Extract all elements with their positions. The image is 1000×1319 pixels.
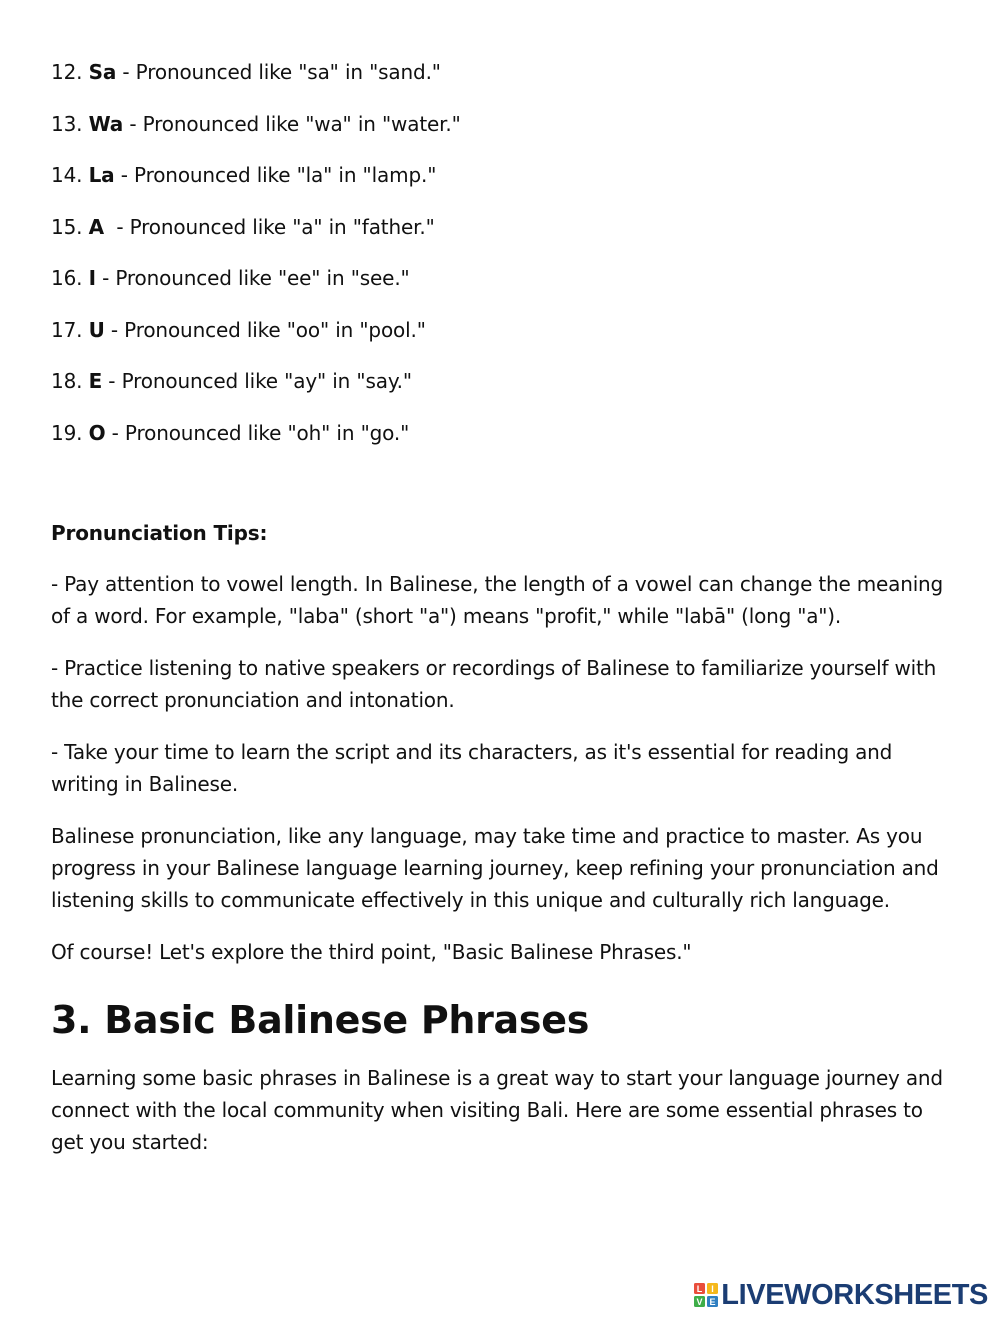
character-list: [51, 56, 961, 449]
tip-paragraph: - Take your time to learn the script and its characters, as it's essential for reading and writing in Balinese.: [51, 740, 893, 796]
list-item: [51, 108, 961, 140]
item-description: - Pronounced like "wa" in "water.": [123, 111, 461, 136]
document-page: [51, 56, 961, 1178]
section-heading: 3. Basic Balinese Phrases: [51, 998, 590, 1042]
item-description: - Pronounced like "la" in "lamp.": [114, 163, 437, 187]
tips-heading: Pronunciation Tips:: [51, 521, 268, 545]
logo-blocks-icon: [694, 1283, 718, 1307]
item-description: - Pronounced like "ee" in "see.": [95, 266, 410, 290]
item-description: - Pronounced like "oh" in "go.": [105, 420, 410, 445]
logo-text: LIVEWORKSHEETS: [721, 1278, 988, 1311]
tip-paragraph: - Pay attention to vowel length. In Balinese, the length of a vowel can change the meaning of a word. For example, "laba" (short "a") means "profit," while "labā" (long "a").: [51, 572, 944, 628]
item-number: 18.: [51, 369, 83, 393]
list-item: [51, 211, 961, 243]
item-term: I: [88, 266, 96, 290]
spacer: [51, 468, 961, 517]
list-item: [51, 417, 961, 449]
logo-block-letter: E: [709, 1297, 716, 1307]
item-number: 12.: [51, 60, 83, 84]
logo-block-letter: I: [711, 1284, 715, 1294]
item-number: 15.: [51, 214, 83, 239]
item-term: Wa: [88, 111, 124, 136]
list-item: [51, 314, 961, 346]
item-term: A: [88, 214, 104, 239]
list-item: [51, 56, 961, 88]
item-term: E: [88, 369, 103, 393]
item-number: 16.: [51, 266, 83, 290]
item-number: 17.: [51, 317, 83, 342]
list-item: [51, 262, 961, 294]
item-description: - Pronounced like "oo" in "pool.": [104, 317, 426, 342]
list-item: [51, 365, 961, 397]
tip-paragraph: - Practice listening to native speakers or recordings of Balinese to familiarize yourself with the correct pronunciation and intonation.: [51, 656, 937, 712]
transition-paragraph: Of course! Let's explore the third point, "Basic Balinese Phrases.": [51, 940, 692, 964]
item-term: La: [88, 163, 115, 187]
logo-block-letter: V: [696, 1297, 703, 1307]
liveworksheets-logo[interactable]: [694, 1278, 988, 1312]
item-term: Sa: [88, 60, 117, 84]
item-number: 14.: [51, 163, 83, 187]
list-item: [51, 159, 961, 191]
item-term: O: [88, 420, 106, 445]
item-number: 13.: [51, 111, 83, 136]
item-number: 19.: [51, 420, 83, 445]
item-description: - Pronounced like "sa" in "sand.": [116, 60, 441, 84]
logo-block-letter: L: [697, 1284, 703, 1294]
item-term: U: [88, 317, 105, 342]
item-description: - Pronounced like "ay" in "say.": [102, 369, 412, 393]
item-description: - Pronounced like "a" in "father.": [103, 214, 435, 239]
section-intro: Learning some basic phrases in Balinese is a great way to start your language journey and connect with the local community when visiting Bali. Here are some essential phrases to get you started:: [51, 1066, 943, 1154]
closing-paragraph: Balinese pronunciation, like any language, may take time and practice to master. As you progress in your Balinese language learning journey, keep refining your pronunciation and listening skills to communicate effectively in this unique and culturally rich language.: [51, 824, 939, 912]
